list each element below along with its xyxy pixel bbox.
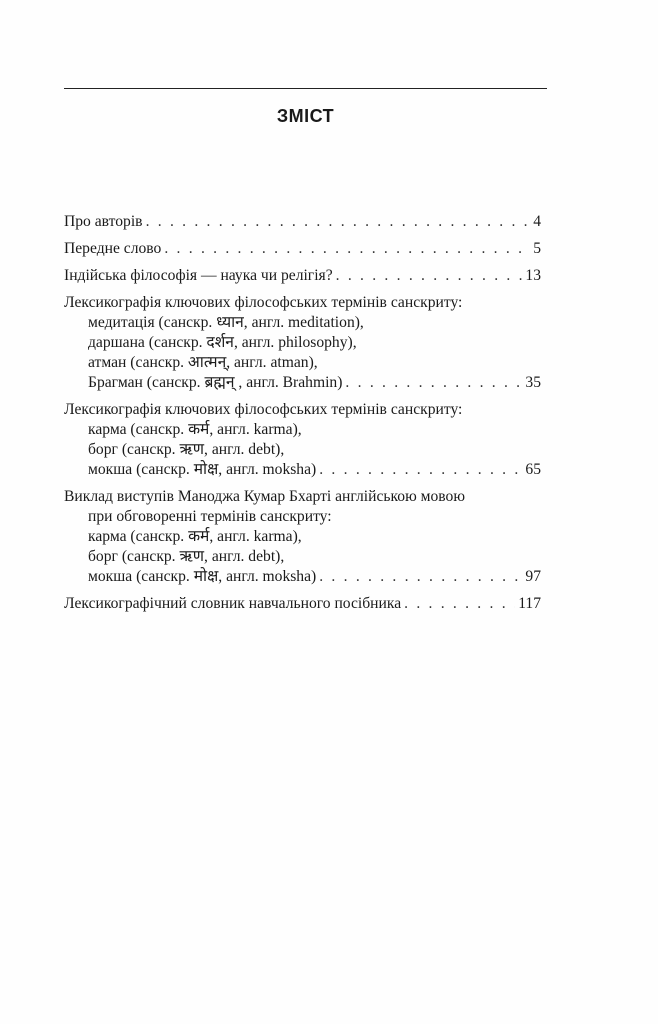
toc-entry-title: Виклад виступів Маноджа Кумар Бхарті англійською мовою	[64, 488, 465, 505]
toc-subtitle-line: мокша (санскр. मोक्ष, англ. moksha)	[88, 568, 317, 585]
toc-subtitle-line: борг (санскр. ऋण, англ. debt),	[88, 441, 285, 458]
dot-leader	[319, 460, 522, 480]
toc-entry-title: Про авторів	[64, 213, 143, 230]
toc-entry-title: Передне слово	[64, 240, 162, 257]
toc-entry-title: Лексикографія ключових філософських термінів санскриту:	[64, 401, 463, 418]
toc-subtitle-line: карма (санскр. कर्म, англ. karma),	[88, 421, 302, 438]
toc-subtitle-line: мокша (санскр. मोक्ष, англ. moksha)	[88, 461, 317, 478]
dot-leader	[319, 567, 522, 587]
dot-leader	[345, 373, 522, 393]
toc-page-number: 13	[525, 267, 541, 284]
toc-entry-title: Лексикографія ключових філософських термінів санскриту:	[64, 294, 463, 311]
toc-subtitle-line: борг (санскр. ऋण, англ. debt),	[88, 548, 285, 565]
toc-subtitle-line: карма (санскр. कर्म, англ. karma),	[88, 528, 302, 545]
toc-entry-title: Лексикографічний словник навчального посібника	[64, 595, 402, 612]
toc-entry[interactable]	[64, 266, 541, 286]
page-title: ЗМІСТ	[276, 106, 335, 126]
toc-subtitle-line: медитація (санскр. ध्यान, англ. meditation),	[88, 314, 364, 331]
toc-page-number: 4	[533, 213, 541, 230]
toc-entry-title: Індійська філософія — наука чи релігія?	[64, 267, 333, 284]
dot-leader	[164, 239, 530, 259]
dot-leader	[404, 594, 515, 614]
table-of-contents	[64, 212, 541, 621]
toc-entry[interactable]	[64, 400, 541, 480]
toc-subtitle-line: при обговоренні термінів санскриту:	[88, 508, 332, 525]
toc-subtitle-line: даршана (санскр. दर्शन, англ. philosophy),	[88, 334, 357, 351]
toc-entry[interactable]	[64, 594, 541, 614]
toc-page-number: 5	[533, 240, 541, 257]
toc-page-number: 65	[525, 461, 541, 478]
toc-entry[interactable]	[64, 487, 541, 587]
toc-entry[interactable]	[64, 212, 541, 232]
dot-leader	[146, 212, 531, 232]
dot-leader	[336, 266, 523, 286]
toc-subtitle-line: Брагман (санскр. ब्रह्मन् , англ. Brahmin)	[88, 374, 343, 391]
toc-entry[interactable]	[64, 239, 541, 259]
top-rule	[64, 88, 547, 89]
toc-page-number: 35	[525, 374, 541, 391]
toc-subtitle-line: атман (санскр. आत्मन्, англ. atman),	[88, 354, 318, 371]
toc-page-number: 97	[525, 568, 541, 585]
toc-entry[interactable]	[64, 293, 541, 393]
toc-page-number: 117	[518, 595, 541, 612]
